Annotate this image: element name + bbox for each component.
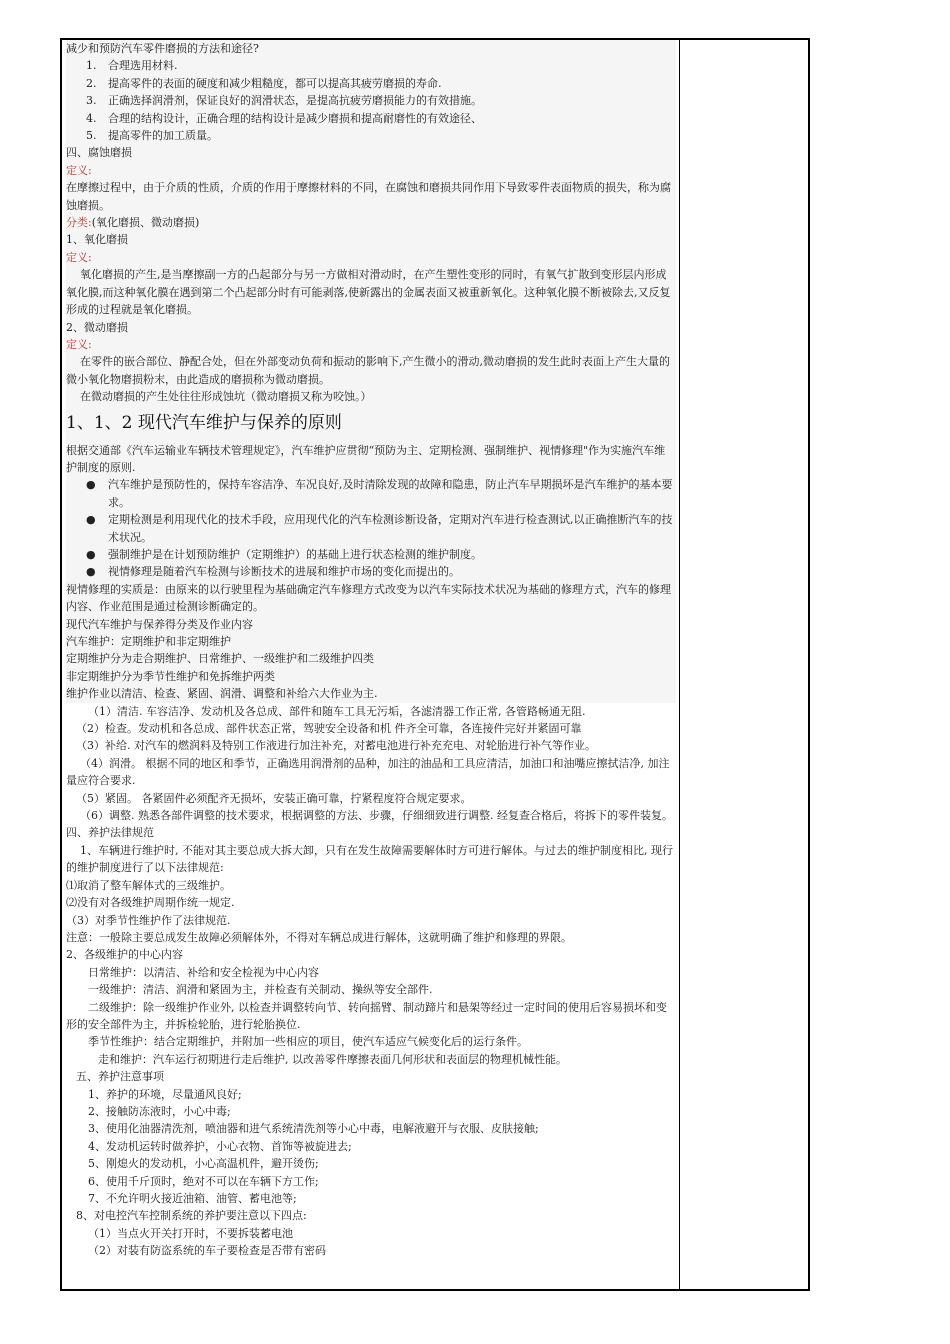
paragraph: 在零件的嵌合部位、静配合处，但在外部变动负荷和振动的影响下,产生微小的滑动,微动磨损的发生此时表面上产生大量的微小氧化物磨损粉末，由此造成的磨损称为微动磨损。 [66,355,670,386]
list-item: （1）当点火开关打开时，不要拆装蓄电池 [88,1226,293,1240]
level-item: 走和维护：汽车运行初期进行走后维护, 以改善零件摩擦表面几何形状和表面层的物理机械性能。 [98,1052,567,1066]
list-item: （3）对季节性维护作了法律规范. [66,913,231,927]
list-item: 7、不允许明火接近油箱、油管、蓄电池等; [88,1192,297,1205]
list-item: ⑴取消了整车解体式的三级维护。 [66,878,231,892]
list-item: 3、使用化油器清洗剂，喷油器和进气系统清洗剂等小心中毒，电解液避开与衣服、皮肤接触; [88,1122,539,1136]
operation-item: （4）润滑。 根据不同的地区和季节，正确选用润滑剂的品种，加注的油品和工具应清洁，加油口和油嘴应擦拭洁净, 加注量应符合要求. [66,756,670,788]
list-item: （2）对装有防盗系统的车子要检查是否带有密码 [88,1244,326,1258]
bullet-icon: ● [86,478,96,492]
paragraph: 根据交通部《汽车运输业车辆技术管理规定》，汽车维护应贯彻“预防为主、定期检测、强制维护、视情修理"作为实施汽车维护制度的原则. [66,443,666,474]
document-body [66,40,676,1260]
paragraph: 汽车维护：定期维护和非定期维护 [66,635,231,648]
classification: 分类:(氧化磨损、微动磨损) [66,216,200,230]
paragraph: 视情修理的实质是：由原来的以行驶里程为基础确定汽车修理方式改变为以汽车实际技术状况为基础的修理方式，汽车的修理内容、作业范围是通过检测诊断确定的。 [66,582,671,614]
list-item: 3. 正确选择润滑剂，保证良好的润滑状态，是提高抗疲劳磨损能力的有效措施。 [86,94,482,108]
column-divider [679,38,680,1291]
paragraph: 维护作业以清洁、检查、紧固、润滑、调整和补给六大作业为主. [66,687,378,701]
paragraph: 1、车辆进行维护时, 不能对其主要总成大拆大卸，只有在发生故障需要解体时方可进行解体。与过去的维护制度相比, 现行的维护制度进行了以下法律规范: [66,843,673,875]
operation-item: （5）紧固。 各紧固件必须配齐无损坏，安装正确可靠，拧紧程度符合规定要求。 [76,791,472,805]
list-item: 1、养护的环境，尽量通风良好; [88,1087,242,1101]
definition-label: 定义: [66,163,92,177]
note: 注意：一般除主要总成发生故障必须解体外，不得对车辆总成进行解体，这就明确了维护和修理的界限。 [66,930,572,944]
methods-list [66,57,676,144]
bullet-icon: ● [86,547,96,561]
section-title: 四、腐蚀磨损 [66,146,132,160]
list-item: 4. 合理的结构设计，正确合理的结构设计是减少磨损和提高耐磨性的有效途径、 [86,111,482,125]
paragraph: 现代汽车维护与保养得分类及作业内容 [66,617,253,631]
level-item: 日常维护：以清洁、补给和安全检视为中心内容 [88,965,319,979]
bullet-icon: ● [86,565,96,579]
section-heading: 1、1、2 现代汽车维护与保养的原则 [66,412,342,433]
bullet-icon: ● [86,513,96,527]
list-item: 4、发动机运转时做养护，小心衣物、首饰等被旋进去; [88,1139,352,1153]
list-item: 2. 提高零件的表面的硬度和减少粗糙度，都可以提高其疲劳磨损的寿命. [86,76,442,90]
section-title: 五、养护注意事项 [76,1070,164,1084]
subsection-title: 2、各级维护的中心内容 [66,948,183,962]
subsection-title: 1、氧化磨损 [66,233,128,247]
list-item: 8、对电控汽车控制系统的养护要注意以下四点: [76,1209,307,1223]
level-item: 二级维护：除一级维护作业外, 以检查并调整转向节、转向摇臂、制动蹄片和悬架等经过一定时间的使用后容易损坏和变形的安全部件为主，并拆检轮胎，进行轮胎换位. [66,1000,667,1031]
bullet-item: ● 定期检测是利用现代化的技术手段，应用现代化的汽车检测诊断设备，定期对汽车进行检查测试,以正确推断汽车的技术状况。 [66,511,676,546]
level-item: 季节性维护：结合定期维护，并附加一些相应的项目，使汽车适应气候变化后的运行条件。 [88,1035,528,1049]
paragraph: 在摩擦过程中，由于介质的性质，介质的作用于摩擦材料的不同，在腐蚀和磨损共同作用下导致零件表面物质的损失，称为腐蚀磨损。 [66,181,671,212]
definition-label: 定义: [66,337,92,351]
bullet-item: ● 强制维护是在计划预防维护（定期维护）的基础上进行状态检测的维护制度。 [66,546,676,563]
operation-item: （6）调整. 熟悉各部件调整的技术要求，根据调整的方法、步骤，仔细细致进行调整. 经复查合格后，将拆下的零件装复。 [80,809,673,823]
list-item: 6、使用千斤顶时，绝对不可以在车辆下方工作; [88,1174,319,1188]
bullet-item: ● 视情修理是随着汽车检测与诊断技术的进展和维护市场的变化而提出的。 [66,563,676,580]
intro-question: 减少和预防汽车零件磨损的方法和途径? [66,42,259,55]
subsection-title: 2、微动磨损 [66,320,128,334]
bullet-item: ● 汽车维护是预防性的，保持车容洁净、车况良好,及时清除发现的故障和隐患，防止汽车早期损坏是汽车维护的基本要求。 [66,476,676,511]
paragraph: 在微动磨损的产生处往往形成蚀坑（微动磨损又称为咬蚀。） [80,390,372,404]
paragraph: 非定期维护分为季节性维护和免拆维护两类 [66,669,275,683]
list-item: 5. 提高零件的加工质量。 [86,129,218,143]
paragraph: 定期维护分为走合期维护、日常维护、一级维护和二级维护四类 [66,652,374,666]
section-title: 四、养护法律规范 [66,826,154,840]
list-item: 5、刚熄火的发动机，小心高温机件，避开烫伤; [88,1157,319,1171]
operation-item: （2）检查。发动机和各总成、部件状态正常，驾驶安全设备和机 件齐全可靠，各连接件完好并紧固可靠 [76,722,582,736]
list-item: 1. 合理选用材料. [86,59,178,73]
definition-label: 定义: [66,250,92,264]
operation-item: （1）清洁. 车容洁净、发动机及各总成、部件和随车工具无污垢，各滤清器工作正常, 各管路畅通无阻. [88,704,586,718]
paragraph: 氧化磨损的产生,是当摩擦副一方的凸起部分与另一方做相对滑动时，在产生塑性变形的同时，有氧气扩散到变形层内形成氧化膜,而这种氧化膜在遇到第二个凸起部分时有可能剥落,使新露出的金属表面又被重新氧化。这种氧化膜不断被除去,又反复形成的过程就是氧化磨损。 [66,268,671,317]
shaded-section [66,40,676,703]
operation-item: （3）补给. 对汽车的燃润料及特别工作液进行加注补充，对蓄电池进行补充充电、对轮胎进行补气等作业。 [76,739,596,753]
level-item: 一级维护：清洁、润滑和紧固为主，并检查有关制动、操纵等安全部件. [88,983,433,997]
list-item: ⑵没有对各级维护周期作统一规定. [66,896,235,910]
list-item: 2、接触防冻液时，小心中毒; [88,1104,231,1118]
